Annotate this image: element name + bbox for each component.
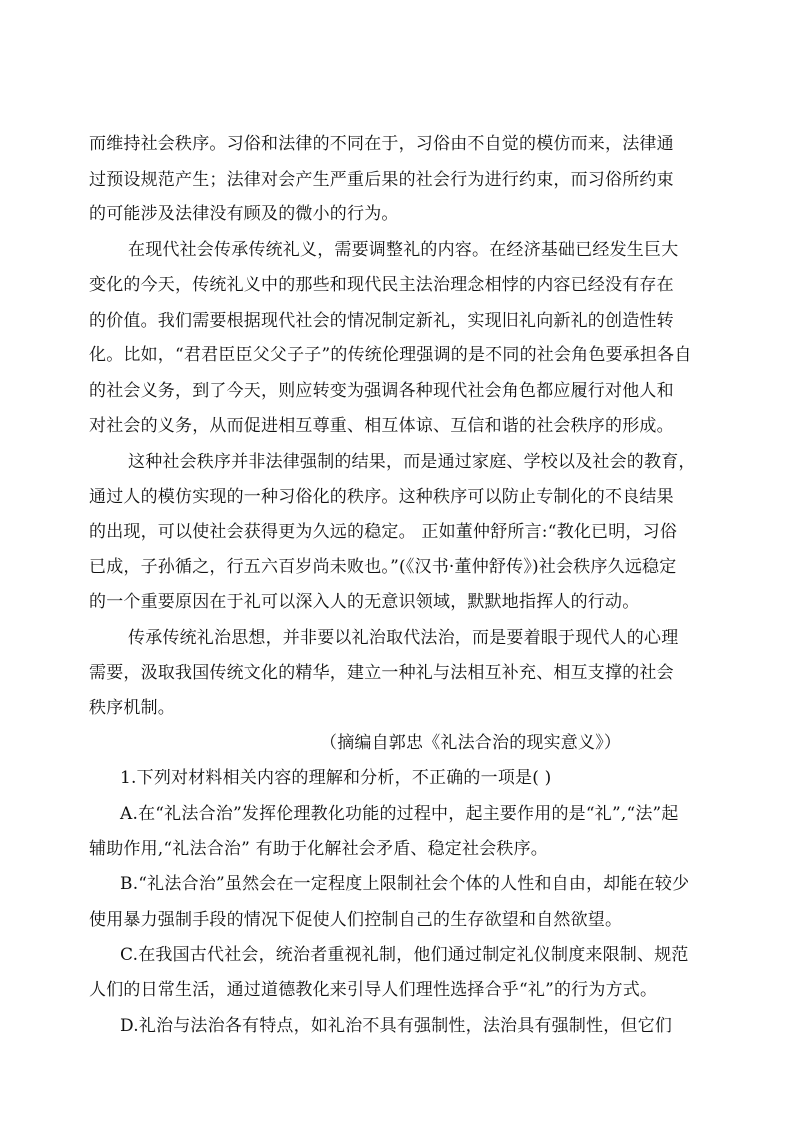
paragraph-1-line-3: 的可能涉及法律没有顾及的微小的行为。 — [89, 204, 399, 224]
option-c-line-1: C.在我国古代社会，统治者重视礼制，他们通过制定礼仪制度来限制、规范 — [120, 945, 689, 965]
paragraph-2-line-3: 的价值。我们需要根据现代社会的情况制定新礼，实现旧礼向新礼的创造性转 — [89, 311, 674, 331]
option-d-line-1: D.礼治与法治各有特点，如礼治不具有强制性，法治具有强制性，但它们 — [120, 1016, 673, 1036]
question-1: 1.下列对材料相关内容的理解和分析，不正确的一项是( ) — [120, 768, 552, 788]
option-c-line-2: 人们的日常生活，通过道德教化来引导人们理性选择合乎“礼”的行为方式。 — [89, 980, 658, 1000]
paragraph-4-line-3: 秩序机制。 — [89, 698, 175, 718]
paragraph-1-line-1: 而维持社会秩序。习俗和法律的不同在于，习俗由不自觉的模仿而来，法律通 — [89, 134, 674, 154]
paragraph-2-line-1: 在现代社会传承传统礼义，需要调整礼的内容。在经济基础已经发生巨大 — [128, 240, 679, 260]
paragraph-2-line-2: 变化的今天，传统礼义中的那些和现代民主法治理念相悖的内容已经没有存在 — [89, 275, 674, 295]
option-a-line-2: 辅助作用,“礼法合治” 有助于化解社会矛盾、稳定社会秩序。 — [89, 839, 548, 859]
paragraph-3-line-2: 通过人的模仿实现的一种习俗化的秩序。这种秩序可以防止专制化的不良结果 — [89, 487, 674, 507]
paragraph-2-line-5: 的社会义务，到了今天，则应转变为强调各种现代社会角色都应履行对他人和 — [89, 381, 674, 401]
paragraph-3-line-4: 已成，子孙循之，行五六百岁尚未败也。”(《汉书·董仲舒传》)社会秩序久远稳定 — [89, 557, 677, 577]
option-b-line-2: 使用暴力强制手段的情况下促使人们控制自己的生存欲望和自然欲望。 — [89, 910, 623, 930]
paragraph-3-line-3: 的出现，可以使社会获得更为久远的稳定。 正如董仲舒所言:“教化已明，习俗 — [89, 522, 678, 542]
paragraph-2-line-4: 化。比如，“君君臣臣父父子子”的传统伦理强调的是不同的社会角色要承担各自 — [89, 345, 692, 365]
paragraph-4-line-2: 需要，汲取我国传统文化的精华，建立一种礼与法相互补充、相互支撑的社会 — [89, 663, 674, 683]
paragraph-3-line-1: 这种社会秩序并非法律强制的结果，而是通过家庭、学校以及社会的教育， — [128, 452, 696, 472]
paragraph-1-line-2: 过预设规范产生；法律对会产生严重后果的社会行为进行约束，而习俗所约束 — [89, 170, 674, 190]
paragraph-4-line-1: 传承传统礼治思想，并非要以礼治取代法治，而是要着眼于现代人的心理 — [128, 628, 679, 648]
source-citation: （摘编自郭忠《礼法合治的现实意义》） — [320, 733, 622, 753]
paragraph-2-line-6: 对社会的义务，从而促进相互尊重、相互体谅、互信和谐的社会秩序的形成。 — [89, 416, 674, 436]
option-a-line-1: A.在“礼法合治”发挥伦理教化功能的过程中，起主要作用的是“礼”,“法”起 — [120, 804, 679, 824]
option-b-line-1: B.“礼法合治”虽然会在一定程度上限制社会个体的人性和自由，却能在较少 — [120, 874, 690, 894]
paragraph-3-line-5: 的一个重要原因在于礼可以深入人的无意识领域，默默地指挥人的行动。 — [89, 592, 640, 612]
